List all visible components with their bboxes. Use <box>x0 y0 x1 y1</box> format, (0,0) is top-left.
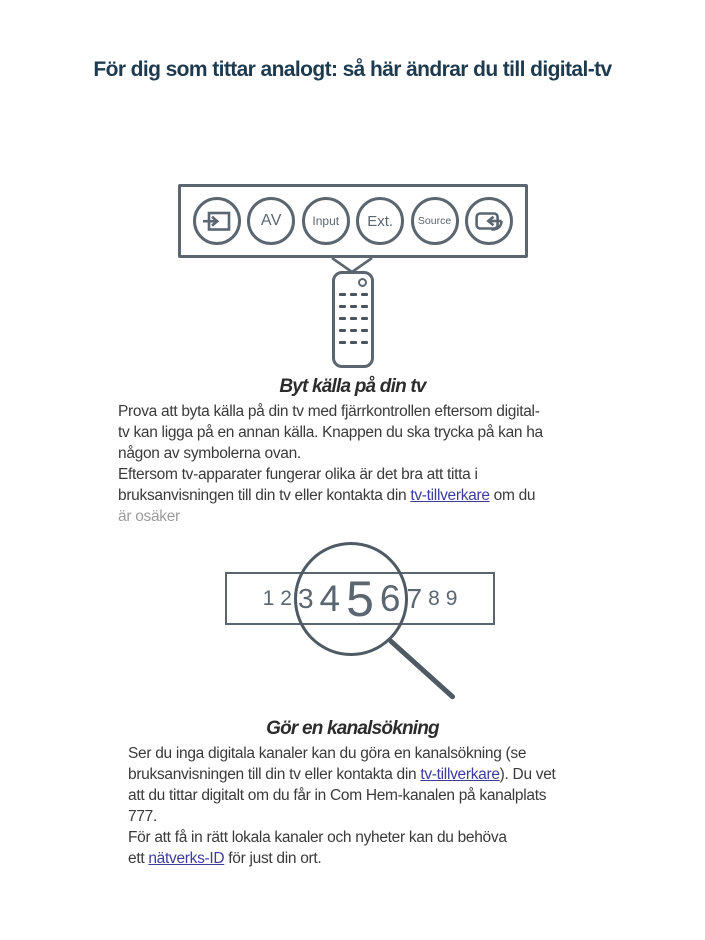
text-line: 777. <box>128 808 157 825</box>
text-line: Ser du inga digitala kanaler kan du göra en kanalsökning (se <box>128 745 527 762</box>
source-button-ext <box>356 197 404 245</box>
digit: 3 <box>297 582 314 614</box>
source-button-source <box>411 197 459 245</box>
source-button-screen-return <box>465 197 513 245</box>
remote-keypad <box>338 293 368 344</box>
source-button-ext-label: Ext. <box>367 212 394 230</box>
paragraph-byt-kalla <box>118 401 543 527</box>
text-line: att du tittar digitalt om du får in Com Hem-kanalen på kanalplats <box>128 787 547 804</box>
magnifier-handle-icon <box>387 638 456 701</box>
text-line: För att få in rätt lokala kanaler och nyheter kan du behöva <box>128 829 507 846</box>
digit: 4 <box>319 578 341 619</box>
natverks-id-link[interactable]: nätverks-ID <box>148 850 225 867</box>
remote-power-button-icon <box>358 278 367 287</box>
digit: 6 <box>379 578 401 619</box>
remote-control-illustration <box>332 271 374 368</box>
source-button-av-label: AV <box>260 212 282 229</box>
digit: 7 <box>406 582 423 614</box>
tv-tillverkare-link[interactable]: tv-tillverkare <box>410 487 490 504</box>
text-line: är osäker <box>118 508 180 525</box>
arrow-return-screen-icon <box>474 209 504 233</box>
paragraph-kanalsokning <box>128 743 556 869</box>
tv-source-buttons-illustration <box>178 184 528 258</box>
digit: 9 <box>445 587 458 610</box>
digit: 8 <box>428 587 440 610</box>
digit: 2 <box>280 587 292 610</box>
text-line: bruksanvisningen till din tv eller kontakta din tv-tillverkare om du <box>118 487 536 504</box>
digit: 1 <box>262 587 275 610</box>
arrow-into-screen-icon <box>202 210 232 233</box>
text-line: ett nätverks-ID för just din ort. <box>128 850 322 867</box>
tv-tillverkare-link[interactable]: tv-tillverkare <box>420 766 500 783</box>
text-line: tv kan ligga på en annan källa. Knappen du ska trycka på kan ha <box>118 424 543 441</box>
text-line: bruksanvisningen till din tv eller kontakta din tv-tillverkare). Du vet <box>128 766 556 783</box>
source-button-screen-in <box>193 197 241 245</box>
source-button-input <box>302 197 350 245</box>
text-line: Prova att byta källa på din tv med fjärrkontrollen eftersom digital- <box>118 403 540 420</box>
digit: 5 <box>346 570 374 627</box>
source-button-input-label: Input <box>312 214 340 228</box>
section-heading-byt-kalla: Byt källa på din tv <box>279 376 426 397</box>
text-line: Eftersom tv-apparater fungerar olika är det bra att titta i <box>118 466 478 483</box>
text-line: någon av symbolerna ovan. <box>118 445 301 462</box>
page-title: För dig som tittar analogt: så här ändrar du till digital-tv <box>93 58 612 81</box>
source-button-av <box>247 197 295 245</box>
section-heading-kanalsokning: Gör en kanalsökning <box>266 718 439 739</box>
source-button-source-label: Source <box>417 215 452 227</box>
